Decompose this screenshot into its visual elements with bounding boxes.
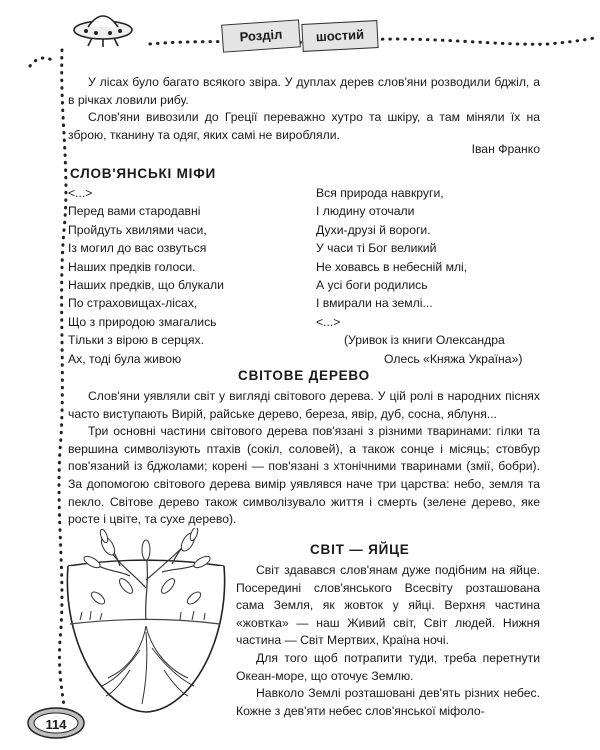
ufo-icon	[72, 8, 134, 52]
world-egg-paragraph: Навколо Землі розташовані дев'ять різних небес. Кожне з дев'яти небес слов'янської міфоло-	[236, 686, 540, 718]
poem-line: Із могил до вас озвуться	[68, 241, 207, 256]
chapter-word: Розділ	[239, 26, 283, 45]
intro-paragraph: У лісах було багато всякого звіра. У дуплах дерев слов'яни розводили бджіл, а в річках ловили рибу.	[68, 75, 540, 107]
intro-paragraph: Слов'яни вивозили до Греції переважно хутро та шкіру, а там міняли їх на зброю, тканину та одяг, яких самі не виробляли.	[68, 110, 540, 142]
myths-title: СЛОВ'ЯНСЬКІ МІФИ	[70, 166, 217, 181]
poem-line: Вся природа навкруги,	[316, 186, 444, 200]
poem-line: У часи ті Бог великий	[316, 241, 437, 256]
poem-line: Ах, тоді була живою	[68, 351, 182, 366]
world-tree-paragraph: Слов'яни уявляли світ у вигляді світового дерева. У цій ролі в народних піснях часто виступають Вирій, райське дерево, береза, явір, дуб, сосна, яблуня...	[68, 389, 540, 421]
poem-line: Що з природою змагались	[68, 314, 217, 329]
chapter-number-word: шостий	[315, 26, 365, 45]
world-tree-text	[68, 388, 540, 529]
poem-line: По страховищах-лісах,	[68, 296, 198, 311]
poem-source-line: (Уривок із книги Олександра	[344, 333, 505, 348]
egg-world-tree-illustration	[60, 528, 230, 718]
world-egg-text	[236, 562, 540, 720]
poem-line: Духи-друзі й вороги.	[316, 222, 431, 237]
poem-line: <...>	[316, 314, 341, 329]
page-number: 114	[45, 717, 67, 732]
world-tree-paragraph: Три основні частини світового дерева пов'язані з різними тваринами: гілки та вершина символізують птахів (сокіл, соловей), а також сонце і місяць; стовбур пов'язаний із бджолами; корені — пов'язані з хтонічними тваринами (змії, бобри). За допомогою світового дерева вимір уявлявся наче три царства: небо, земля та пекло. Світове дерево також символізувало життя і смерть (зелене дерево, яке росте і цвіте, та сухе дерево).	[68, 424, 540, 527]
chapter-number-tab	[301, 20, 378, 52]
poem-line: Не ховавсь в небесній млі,	[316, 259, 468, 274]
myths-poem-right	[316, 184, 556, 368]
world-tree-title: СВІТОВЕ ДЕРЕВО	[238, 368, 370, 383]
poem-line: Тільки з вірою в серцях.	[68, 333, 204, 348]
intro-author: Іван Франко	[471, 142, 540, 156]
poem-line: <...>	[68, 186, 93, 200]
world-egg-paragraph: Світ здавався слов'янам дуже подібним на яйце. Посередині слов'янського Всесвіту розташована сама Земля, як жовток у яйці. Верхня частина «жовтка» — наш Живий світ, Світ людей. Нижня частина — Світ Мертвих, Країна ночі.	[236, 563, 540, 648]
world-egg-title: СВІТ — ЯЙЦЕ	[310, 542, 410, 557]
poem-line: Пройдуть хвилями часи,	[68, 222, 207, 237]
poem-line: Перед вами стародавні	[68, 204, 201, 219]
poem-line: Наших предків, що блукали	[68, 278, 224, 293]
chapter-tab	[221, 19, 301, 52]
myths-poem-left	[68, 184, 288, 368]
poem-line: І людину оточали	[316, 204, 415, 219]
poem-line: Наших предків голоси.	[68, 259, 196, 274]
poem-source-line: Олесь «Княжа Україна»)	[384, 351, 523, 366]
poem-line: І вмирали на землі...	[316, 296, 433, 311]
poem-line: А усі боги родились	[316, 278, 428, 293]
intro-text	[68, 74, 540, 144]
world-egg-paragraph: Для того щоб потрапити туди, треба перетнути Океан-море, що оточує Землю.	[236, 650, 540, 683]
